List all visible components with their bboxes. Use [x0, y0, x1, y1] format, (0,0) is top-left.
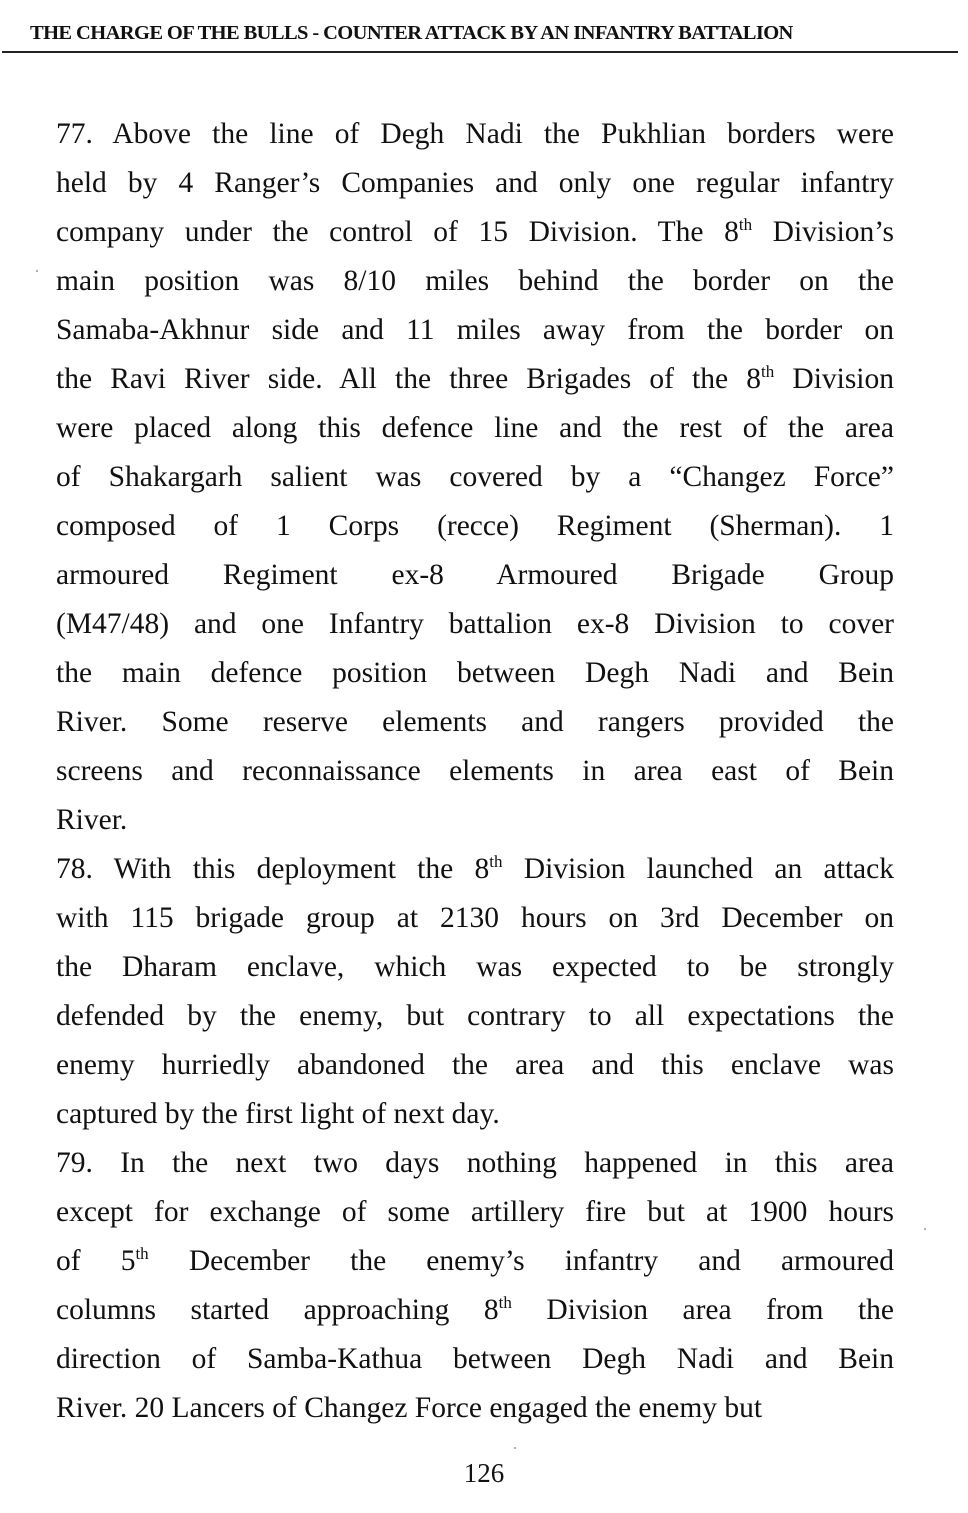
- text-line: [56, 1041, 894, 1090]
- text-segment: Division: [774, 363, 895, 395]
- paragraph-77: [56, 110, 894, 845]
- text-segment: River. Some reserve elements and rangers provided the: [56, 706, 894, 738]
- ordinal-superscript: th: [489, 852, 503, 871]
- running-header: THE CHARGE OF THE BULLS - COUNTER ATTACK BY AN INFANTRY BATTALION: [30, 22, 793, 44]
- text-segment: Division area from the: [511, 1294, 894, 1326]
- ordinal-superscript: th: [135, 1244, 149, 1263]
- text-line: [56, 600, 894, 649]
- text-segment: 78. With this deployment the 8: [56, 853, 490, 885]
- scan-speck: [924, 1228, 926, 1230]
- text-segment: held by 4 Ranger’s Companies and only one regular infantry: [56, 167, 894, 199]
- paragraph-79: [56, 1139, 894, 1433]
- text-line: [56, 943, 894, 992]
- scan-speck: [36, 270, 38, 272]
- text-segment: direction of Samba-Kathua between Degh Nadi and Bein: [56, 1343, 894, 1375]
- text-segment: River.: [56, 804, 128, 836]
- paragraph-78: [56, 845, 894, 1139]
- text-segment: were placed along this defence line and the rest of the area: [56, 412, 894, 444]
- text-line: [56, 551, 894, 600]
- text-segment: of Shakargarh salient was covered by a “Changez Force”: [56, 461, 894, 493]
- text-line: [56, 796, 894, 845]
- text-segment: Division launched an attack: [502, 853, 894, 885]
- text-segment: Division’s: [752, 216, 894, 248]
- text-segment: (M47/48) and one Infantry battalion ex-8 Division to cover: [56, 608, 894, 640]
- text-segment: Samaba-Akhnur side and 11 miles away from the border on: [56, 314, 894, 346]
- text-line: [56, 894, 894, 943]
- text-line: [56, 453, 894, 502]
- text-line: [56, 1286, 894, 1335]
- text-segment: defended by the enemy, but contrary to all expectations the: [56, 1000, 894, 1032]
- ordinal-superscript: th: [761, 362, 775, 381]
- page-number: 126: [463, 1458, 505, 1488]
- text-line: [56, 404, 894, 453]
- text-segment: the Dharam enclave, which was expected to be strongly: [56, 951, 894, 983]
- text-line: [56, 257, 894, 306]
- text-segment: with 115 brigade group at 2130 hours on 3rd December on: [56, 902, 894, 934]
- text-segment: December the enemy’s infantry and armoured: [148, 1245, 894, 1277]
- text-line: [56, 992, 894, 1041]
- text-line: [56, 698, 894, 747]
- text-line: [56, 208, 894, 257]
- text-segment: the Ravi River side. All the three Brigades of the 8: [56, 363, 761, 395]
- text-line: [56, 1090, 894, 1139]
- text-line: [56, 159, 894, 208]
- ordinal-superscript: th: [498, 1293, 512, 1312]
- text-segment: 79. In the next two days nothing happened in this area: [56, 1147, 894, 1179]
- header-rule: [2, 51, 958, 53]
- text-segment: the main defence position between Degh Nadi and Bein: [56, 657, 894, 689]
- text-line: [56, 747, 894, 796]
- text-segment: captured by the first light of next day.: [56, 1098, 500, 1130]
- text-line: [56, 110, 894, 159]
- text-line: [56, 845, 894, 894]
- text-segment: except for exchange of some artillery fire but at 1900 hours: [56, 1196, 894, 1228]
- text-segment: enemy hurriedly abandoned the area and this enclave was: [56, 1049, 894, 1081]
- text-line: [56, 1139, 894, 1188]
- text-line: [56, 1335, 894, 1384]
- text-segment: columns started approaching 8: [56, 1294, 499, 1326]
- text-line: [56, 1237, 894, 1286]
- text-segment: of 5: [56, 1245, 136, 1277]
- text-segment: screens and reconnaissance elements in area east of Bein: [56, 755, 894, 787]
- text-segment: River. 20 Lancers of Changez Force engaged the enemy but: [56, 1392, 763, 1424]
- text-line: [56, 502, 894, 551]
- scan-speck: [514, 1447, 516, 1449]
- text-segment: 77. Above the line of Degh Nadi the Pukhlian borders were: [56, 118, 894, 150]
- text-segment: composed of 1 Corps (recce) Regiment (Sherman). 1: [56, 510, 894, 542]
- body-text: [56, 110, 894, 1433]
- text-line: [56, 355, 894, 404]
- text-line: [56, 1384, 894, 1433]
- text-line: [56, 306, 894, 355]
- text-segment: armoured Regiment ex-8 Armoured Brigade Group: [56, 559, 894, 591]
- text-segment: company under the control of 15 Division. The 8: [56, 216, 739, 248]
- text-segment: main position was 8/10 miles behind the border on the: [56, 265, 894, 297]
- text-line: [56, 1188, 894, 1237]
- ordinal-superscript: th: [738, 215, 753, 234]
- text-line: [56, 649, 894, 698]
